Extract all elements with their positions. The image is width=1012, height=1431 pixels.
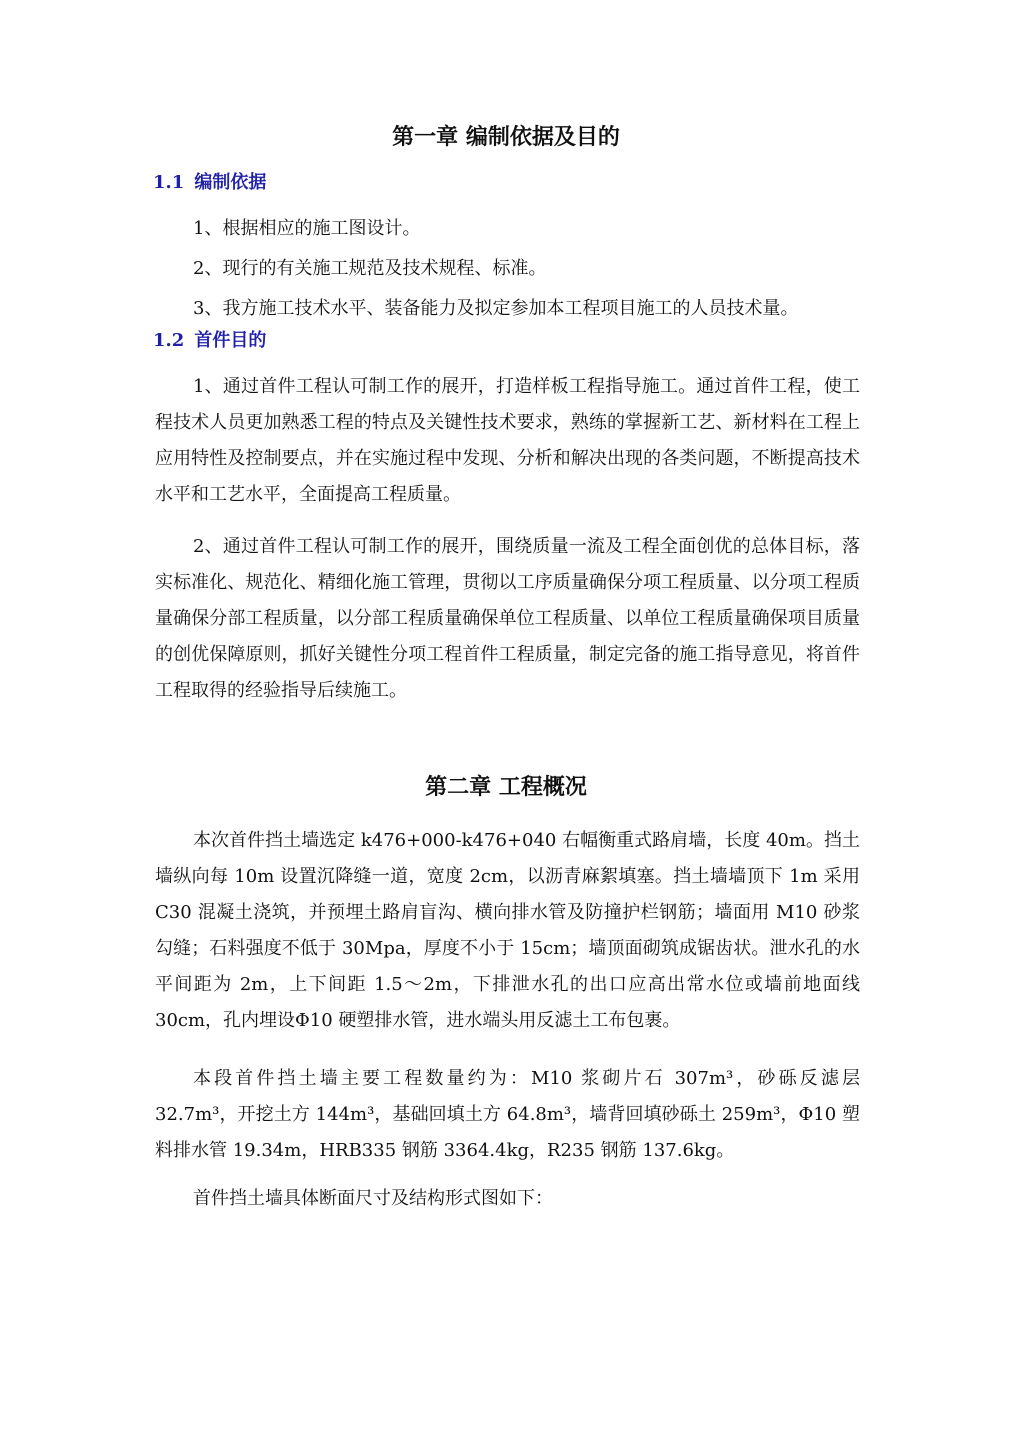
section-number: 1.1 (153, 172, 185, 193)
basis-item-1: 1、根据相应的施工图设计。 (193, 218, 421, 239)
overview-paragraph-3: 首件挡土墙具体断面尺寸及结构形式图如下： (193, 1188, 553, 1209)
overview-paragraph-1: 本次首件挡土墙选定 k476+000-k476+040 右幅衡重式路肩墙，长度 40m。挡土墙纵向每 10m 设置沉降缝一道，宽度 2cm，以沥青麻絮填塞。挡土墙墙顶下 1m 采用 C30 混凝土浇筑，并预埋土路肩盲沟、横向排水管及防撞护栏钢筋；墙面用 M10 砂浆勾缝；石料强度不低于 30Mpa，厚度不小于 15cm；墙顶面砌筑成锯齿状。泄水孔的水平间距为 2m，上下间距 1.5～2m，下排泄水孔的出口应高出常水位或墙前地面线 30cm，孔内埋设Φ10 硬塑排水管，进水端头用反滤土工布包裹。 (155, 830, 860, 1031)
basis-item-2: 2、现行的有关施工规范及技术规程、标准。 (193, 258, 547, 279)
basis-item-3: 3、我方施工技术水平、装备能力及拟定参加本工程项目施工的人员技术量。 (193, 298, 799, 319)
chapter-2-title: 第二章 工程概况 (425, 775, 587, 800)
chapter-1-title: 第一章 编制依据及目的 (392, 125, 620, 150)
section-title: 首件目的 (194, 330, 267, 351)
section-title: 编制依据 (194, 172, 267, 193)
purpose-paragraph-2: 2、通过首件工程认可制工作的展开，围绕质量一流及工程全面创优的总体目标，落实标准化、规范化、精细化施工管理，贯彻以工序质量确保分项工程质量、以分项工程质量确保分部工程质量，以分部工程质量确保单位工程质量、以单位工程质量确保项目质量的创优保障原则，抓好关键性分项工程首件工程质量，制定完备的施工指导意见，将首件工程取得的经验指导后续施工。 (155, 536, 860, 701)
overview-paragraph-2: 本段首件挡土墙主要工程数量约为：M10 浆砌片石 307m³，砂砾反滤层 32.7m³，开挖土方 144m³，基础回填土方 64.8m³，墙背回填砂砾土 259m³，Φ10 塑料排水管 19.34m，HRB335 钢筋 3364.4kg，R235 钢筋 137.6kg。 (155, 1068, 860, 1161)
section-number: 1.2 (153, 330, 185, 351)
purpose-paragraph-1: 1、通过首件工程认可制工作的展开，打造样板工程指导施工。通过首件工程，使工程技术人员更加熟悉工程的特点及关键性技术要求，熟练的掌握新工艺、新材料在工程上应用特性及控制要点，并在实施过程中发现、分析和解决出现的各类问题，不断提高技术水平和工艺水平，全面提高工程质量。 (155, 376, 860, 505)
section-1-1-heading (153, 171, 266, 195)
section-1-2-heading (153, 329, 266, 353)
